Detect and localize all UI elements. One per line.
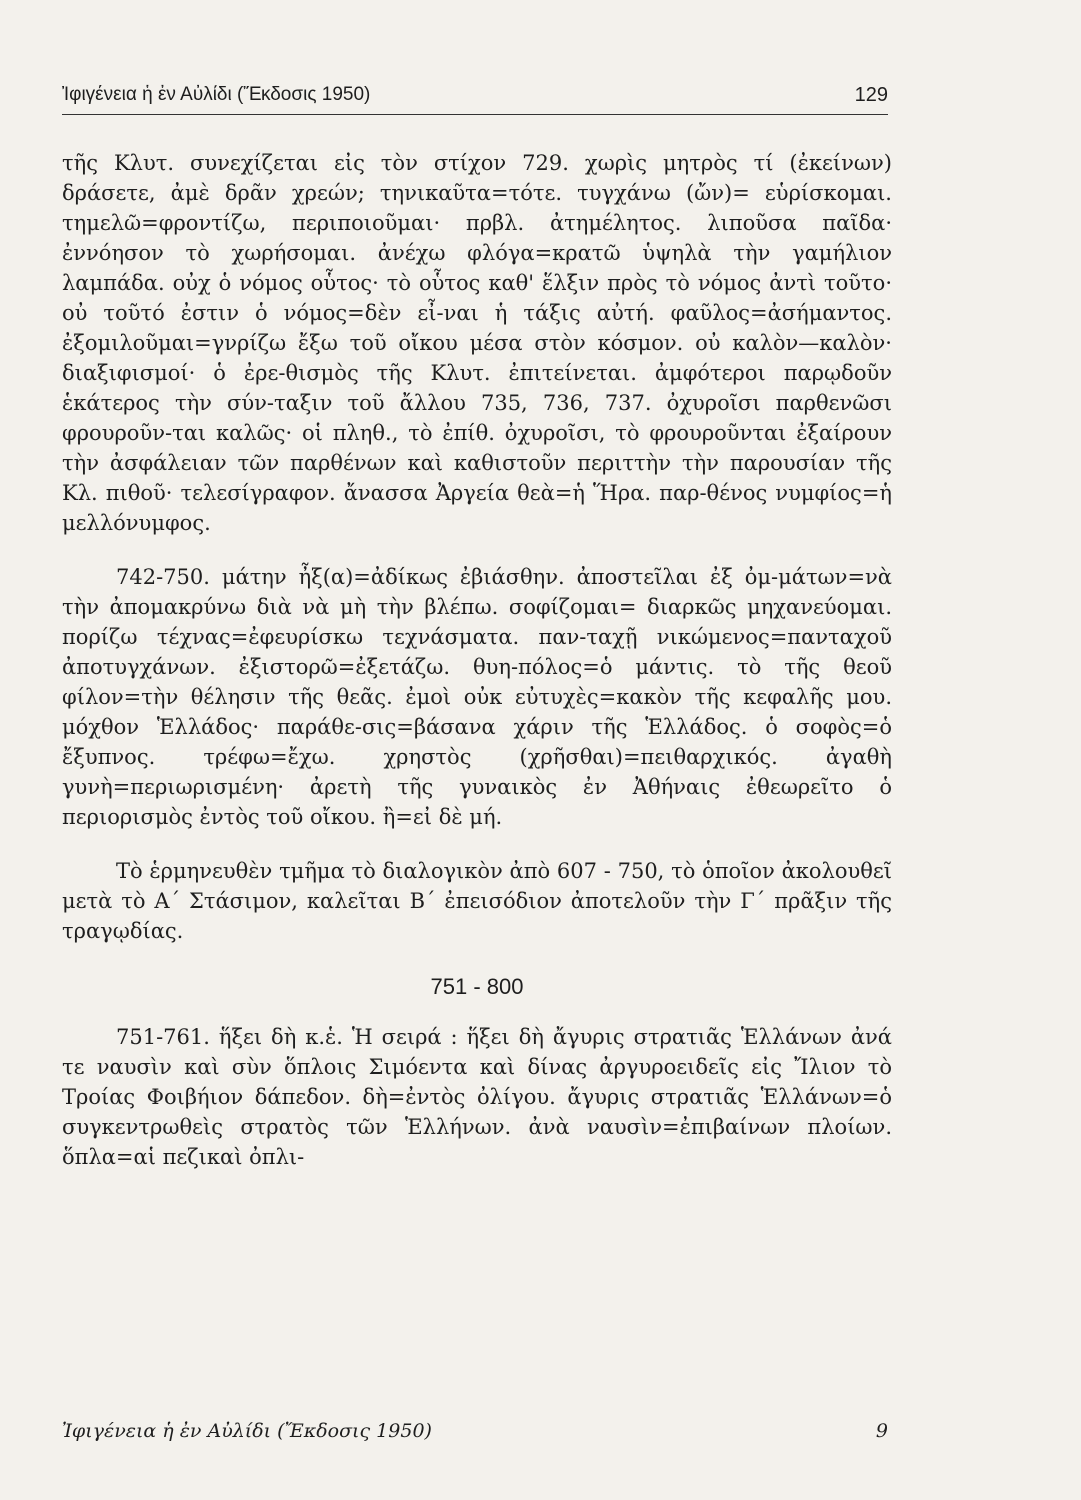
page-number: 129 [854, 84, 888, 106]
running-header [62, 84, 888, 115]
footer-title: Ἰφιγένεια ἡ ἐν Αὐλίδι (Ἔκδοσις 1950) [62, 1420, 432, 1442]
commentary-paragraph-1: τῆς Κλυτ. συνεχίζεται εἰς τὸν στίχον 729. χωρὶς μητρὸς τί (ἐκείνων) δράσετε, ἀμὲ δρᾶν χρεών; τηνικαῦτα=τότε. τυγχάνω (ὤν)= εὑρίσκομαι. τημελῶ=φροντίζω, περιποιοῦμαι· πρβλ. ἀτημέλητος. λιποῦσα παῖδα· ἐννόησον τὸ χωρήσομαι. ἀνέχω φλόγα=κρατῶ ὑψηλὰ τὴν γαμήλιον λαμπάδα. οὐχ ὁ νόμος οὗτος· τὸ οὗτος καθ' ἕλξιν πρὸς τὸ νόμος ἀντὶ τοῦτο· οὐ τοῦτό ἐστιν ὁ νόμος=δὲν εἶ-ναι ἡ τάξις αὐτή. φαῦλος=ἀσήμαντος. ἐξομιλοῦμαι=γνρίζω ἔξω τοῦ οἴκου μέσα στὸν κόσμον. οὐ καλὸν—καλὸν· διαξιφισμοί· ὁ ἐρε-θισμὸς τῆς Κλυτ. ἐπιτείνεται. ἀμφότεροι παρῳδοῦν ἑκάτερος τὴν σύν-ταξιν τοῦ ἄλλου 735, 736, 737. ὀχυροῖσι παρθενῶσι φρουροῦν-ται καλῶς· οἱ πληθ., τὸ ἐπίθ. ὀχυροῖσι, τὸ φρουροῦνται ἐξαίρουν τὴν ἀσφάλειαν τῶν παρθένων καὶ καθιστοῦν περιττὴν τὴν παρουσίαν τῆς Κλ. πιθοῦ· τελεσίγραφον. ἄνασσα Ἀργεία θεὰ=ἡ Ἥρα. παρ-θένος νυμφίος=ἡ μελλόνυμφος. [62, 151, 892, 535]
commentary-paragraph-2: 742-750. μάτην ἦξ(α)=ἀδίκως ἐβιάσθην. ἀποστεῖλαι ἐξ ὀμ-μάτων=νὰ τὴν ἀπομακρύνω διὰ νὰ μὴ τὴν βλέπω. σοφίζομαι= διαρκῶς μηχανεύομαι. πορίζω τέχνας=ἐφευρίσκω τεχνάσματα. παν-ταχῇ νικώμενος=πανταχοῦ ἀποτυγχάνων. ἐξιστορῶ=ἐξετάζω. θυη-πόλος=ὁ μάντις. τὸ τῆς θεοῦ φίλον=τὴν θέλησιν τῆς θεᾶς. ἐμοὶ οὐκ εὐτυχὲς=κακὸν τῆς κεφαλῆς μου. μόχθον Ἑλλάδος· παράθε-σις=βάσανα χάριν τῆς Ἑλλάδος. ὁ σοφὸς=ὁ ἔξυπνος. τρέφω=ἔχω. χρηστὸς (χρῆσθαι)=πειθαρχικός. ἀγαθὴ γυνὴ=περιωρισμένη· ἀρετὴ τῆς γυναικὸς ἐν Ἀθήναις ἐθεωρεῖτο ὁ περιορισμὸς ἐντὸς τοῦ οἴκου. ἢ=εἰ δὲ μή. [62, 565, 892, 829]
header-title: Ἰφιγένεια ἡ ἐν Αὐλίδι (Ἔκδοσις 1950) [62, 84, 371, 105]
section-heading: 751 - 800 [430, 974, 524, 999]
signature-mark: 9 [875, 1420, 888, 1442]
commentary-body [62, 148, 892, 1172]
summary-paragraph: Τὸ ἑρμηνευθὲν τμῆμα τὸ διαλογικὸν ἀπὸ 607 - 750, τὸ ὁποῖον ἀκολουθεῖ μετὰ τὸ Α΄ Στάσιμον, καλεῖται Β΄ ἐπεισόδιον ἀποτελοῦν τὴν Γ΄ πρᾶξιν τῆς τραγῳδίας. [62, 859, 892, 943]
commentary-paragraph-4: 751-761. ἥξει δὴ κ.ἑ. Ἡ σειρά : ἥξει δὴ ἄγυρις στρατιᾶς Ἑλλάνων ἀνά τε ναυσὶν καὶ σὺν ὅπλοις Σιμόεντα καὶ δίνας ἀργυροειδεῖς εἰς Ἴλιον τὸ Τροίας Φοιβήιον δάπεδον. δὴ=ἐντὸς ὀλίγου. ἄγυρις στρατιᾶς Ἑλλάνων=ὁ συγκεντρωθεὶς στρατὸς τῶν Ἑλλήνων. ἀνὰ ναυσὶν=ἐπιβαίνων πλοίων. ὅπλα=αἱ πεζικαὶ ὀπλι- [62, 1025, 892, 1169]
